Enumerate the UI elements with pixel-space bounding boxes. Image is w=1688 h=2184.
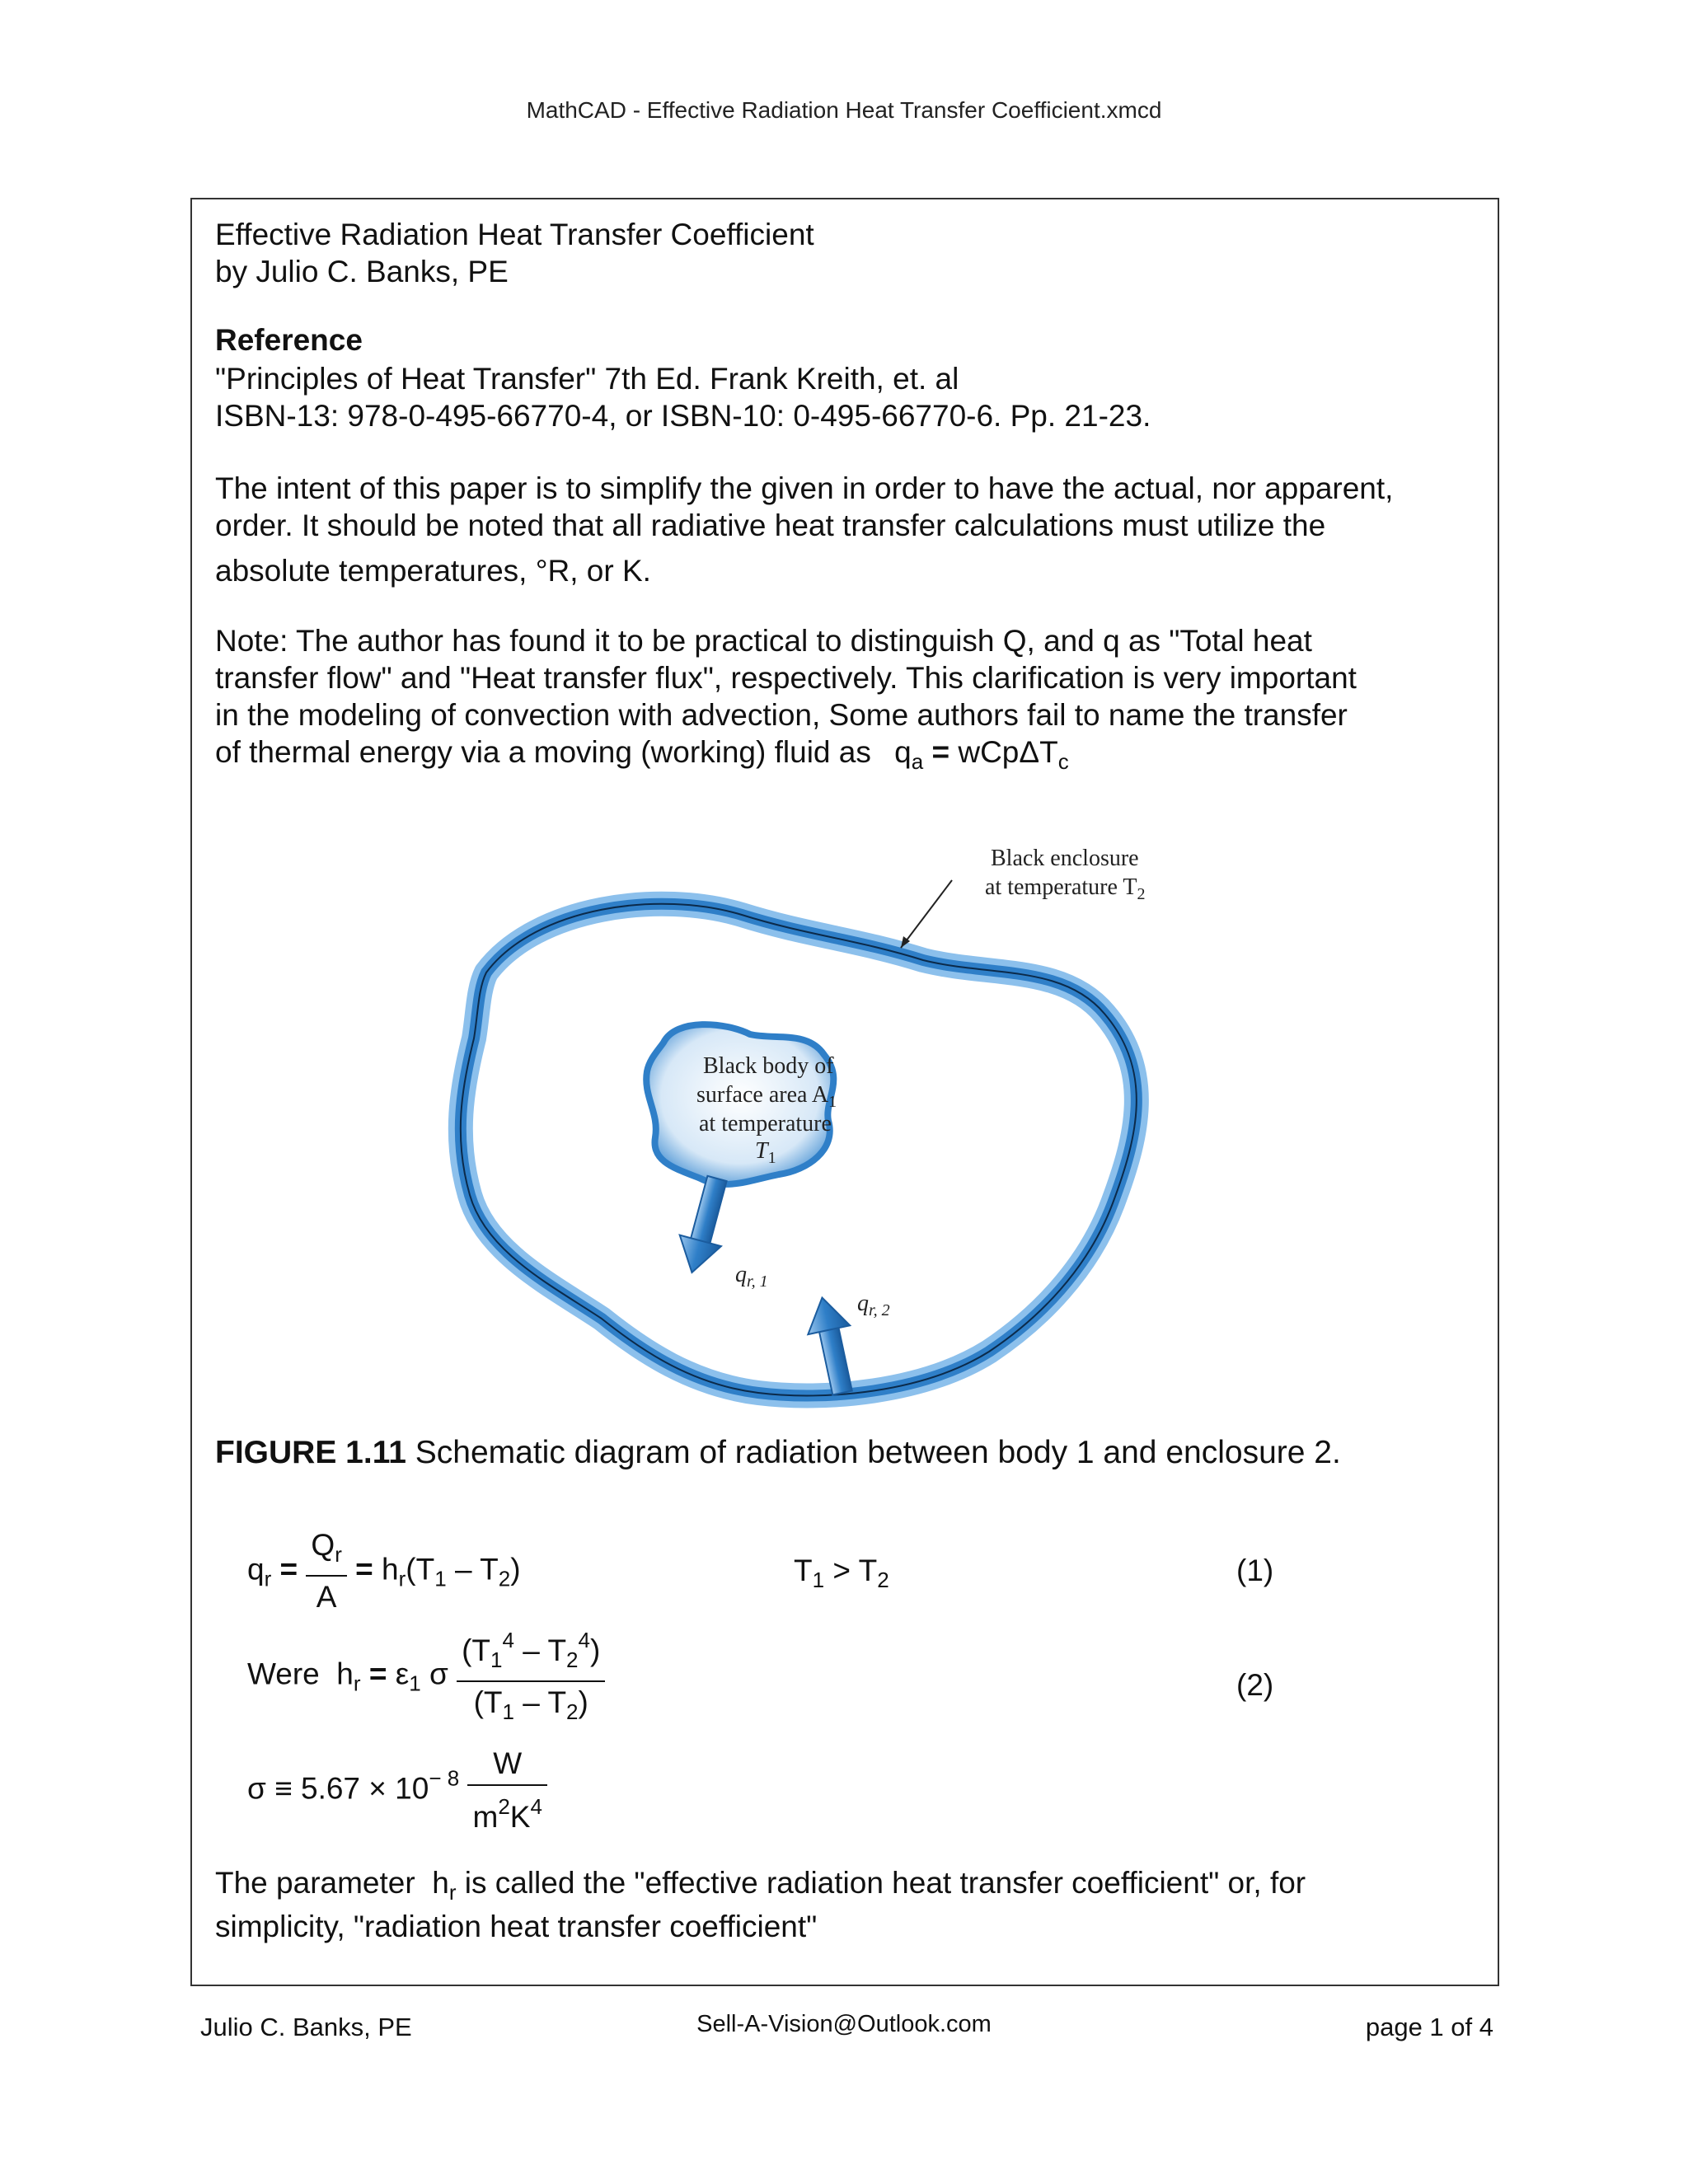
footer-author: Julio C. Banks, PE [200,2013,412,2041]
paper-author: by Julio C. Banks, PE [215,255,509,288]
document-title: MathCAD - Effective Radiation Heat Transfer Coefficient.xmcd [526,97,1162,123]
formula-rhs: wCpΔT [958,735,1058,769]
eq2-num-pow1: 4 [502,1628,514,1652]
sigma-exponent: − 8 [429,1765,460,1791]
cond-t1: T [794,1554,813,1587]
flux-label-2 [857,1291,890,1319]
sigma-def-text: σ ≡ 5.67 × 10 [247,1771,429,1806]
flux-label-1 [735,1262,768,1291]
eq2-num-open: (T [462,1633,491,1667]
flux-label-1-q: q [735,1262,747,1287]
equation-2-number: (2) [1236,1668,1274,1702]
intent-line-3: absolute temperatures, °R, or K. [215,554,651,588]
eq1-t2-sub: 2 [498,1566,511,1591]
eq2-num-t1-sub: 1 [490,1647,503,1672]
conclusion-line-1 [215,1864,1306,1911]
sigma-unit-den [467,1786,546,1838]
intent-line-1: The intent of this paper is to simplify the given in order to have the actual, nor apparent, [215,471,1394,505]
enclosure-label-sub: 2 [1137,885,1146,903]
reference-heading: Reference [215,323,363,357]
radiation-diagram [396,824,1220,1434]
footer-page-number: page 1 of 4 [1365,2013,1493,2041]
advection-formula [894,735,1069,774]
sigma-definition [247,1743,547,1838]
sigma-unit-k-pow: 4 [530,1794,542,1819]
conclusion-text-a: The parameter [215,1866,415,1900]
cond-gt: > T [824,1554,878,1587]
eq2-fraction [457,1619,605,1732]
formula-q-sub: a [911,749,924,774]
body-label-t-sub: 1 [767,1149,776,1167]
eq1-t1-sub: 1 [434,1566,447,1591]
note-line-3: in the modeling of convection with advection, Some authors fail to name the transfer [215,698,1348,732]
eq2-num-minus: – T [513,1633,567,1667]
equation-1 [247,1525,521,1618]
formula-eq: = [931,735,950,769]
eq2-den-close: ) [578,1685,588,1719]
equation-1-condition [794,1552,889,1599]
eq1-fraction [306,1525,346,1618]
eq1-equals-2: = [355,1552,373,1586]
sigma-units [467,1743,546,1838]
enclosure-label-line-1: Black enclosure [991,846,1139,871]
figure-caption-label: FIGURE 1.11 [215,1435,406,1470]
conclusion-h-sub: r [448,1880,457,1905]
body-label-area: surface area A [696,1082,829,1108]
sigma-unit-w: W [467,1743,546,1786]
enclosure-label-text: at temperature T [985,874,1137,900]
body-label-line-3: at temperature [699,1111,832,1137]
eq2-den-minus: – T [513,1685,567,1719]
eq2-den-t1-sub: 1 [502,1699,514,1724]
note-line-1: Note: The author has found it to be practical to distinguish Q, and q as "Total heat [215,624,1312,658]
eq2-num-t2-sub: 2 [566,1647,579,1672]
eq2-epsilon: ε [395,1657,410,1691]
body-label-area-sub: 1 [828,1093,837,1111]
eq1-minus: – T [446,1552,499,1586]
flux-label-1-sub: r, 1 [747,1272,768,1291]
eq2-equals: = [368,1657,387,1691]
eq1-denominator: A [316,1580,337,1614]
flux-arrow-1 [671,1173,738,1277]
sigma-unit-m: m [472,1800,499,1834]
conclusion-text-b: is called the "effective radiation heat transfer coefficient" or, for [456,1866,1306,1900]
sigma-unit-k: K [509,1800,531,1834]
note-line-2: transfer flow" and "Heat transfer flux", respectively. This clarification is very important [215,661,1357,695]
intent-line-2: order. It should be noted that all radiative heat transfer calculations must utilize the [215,509,1326,542]
eq1-numerator [306,1525,346,1577]
figure-caption-text: Schematic diagram of radiation between body 1 and enclosure 2. [406,1435,1341,1470]
body-label-line-2 [696,1082,837,1111]
note-line-4-text: of thermal energy via a moving (working) fluid as [215,735,871,769]
eq2-h: h [336,1657,354,1691]
eq1-Q-sub: r [335,1542,342,1567]
enclosure-label-line-2 [985,874,1146,903]
eq2-epsilon-sub: 1 [409,1671,421,1696]
sigma-unit-m-pow: 2 [498,1794,510,1819]
cond-t1-sub: 1 [812,1568,825,1592]
footer-email[interactable]: Sell-A-Vision@Outlook.com [696,2011,992,2037]
reference-isbn: ISBN-13: 978-0-495-66770-4, or ISBN-10: 0-495-66770-6. Pp. 21-23. [215,399,1151,433]
eq1-q: q [247,1552,265,1586]
note-line-4 [215,733,1069,780]
eq2-den-t2-sub: 2 [566,1699,579,1724]
formula-q: q [894,735,912,769]
body-label-line-1: Black body of [703,1053,834,1079]
eq2-num-close: ) [589,1633,601,1667]
enclosure-leader-line [901,880,952,948]
eq1-h: h [382,1552,399,1586]
eq2-num-pow2: 4 [578,1628,590,1652]
eq2-den-open: (T [473,1685,503,1719]
eq1-equals: = [279,1552,298,1586]
eq1-q-sub: r [264,1566,272,1591]
eq2-sigma: σ [429,1657,448,1691]
flux-label-2-q: q [857,1291,869,1316]
paper-title: Effective Radiation Heat Transfer Coefficient [215,218,814,251]
equation-1-number: (1) [1236,1554,1274,1587]
reference-book: "Principles of Heat Transfer" 7th Ed. Frank Kreith, et. al [215,362,959,396]
flux-label-2-sub: r, 2 [869,1301,890,1319]
eq1-close: ) [510,1552,521,1586]
conclusion-h: h [432,1866,449,1900]
eq1-Q: Q [311,1528,335,1562]
eq2-were: Were [247,1657,320,1691]
eq2-numerator [457,1619,605,1682]
equation-2 [247,1619,605,1732]
figure-caption [215,1434,1341,1472]
eq1-open: (T [406,1552,435,1586]
eq2-h-sub: r [353,1671,361,1696]
eq2-denominator [457,1682,605,1732]
conclusion-line-2: simplicity, "radiation heat transfer coefficient" [215,1910,818,1943]
body-label-t: T [755,1138,768,1164]
eq1-h-sub: r [398,1566,406,1591]
cond-t2-sub: 2 [877,1568,889,1592]
formula-rhs-sub: c [1057,749,1069,774]
